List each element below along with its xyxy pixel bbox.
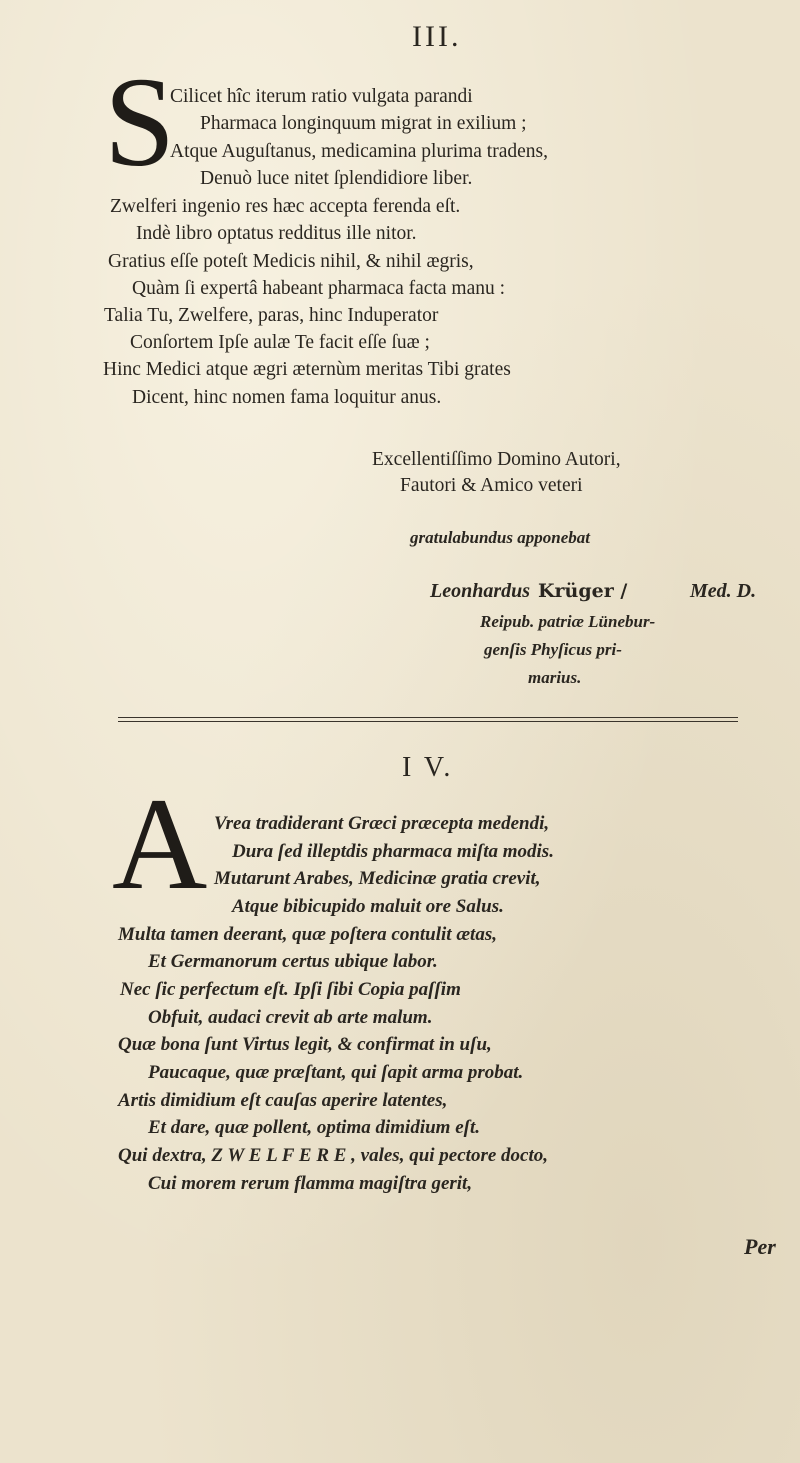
signature-title: Med. D.	[690, 580, 757, 602]
signature-line: marius.	[528, 668, 582, 687]
signature-surname: Krüger /	[538, 580, 628, 602]
drop-cap-a: A	[112, 770, 208, 917]
signature-line: genſis Phyſicus pri-	[484, 640, 622, 659]
poem-line: Atque bibicupido maluit ore Salus.	[232, 896, 504, 917]
poem-line: Conſortem Ipſe aulæ Te facit eſſe ſuæ ;	[130, 332, 430, 353]
poem-line: Quàm ſi expertâ habeant pharmaca facta manu :	[132, 278, 506, 299]
dedication-line: Excellentiſſimo Domino Autori,	[372, 449, 621, 470]
poem-line: Nec ſic perfectum eſt. Ipſi ſibi Copia paſſim	[120, 979, 461, 1000]
poem-line: Quæ bona ſunt Virtus legit, & confirmat in uſu,	[118, 1034, 492, 1055]
poem-line: Vrea tradiderant Græci præcepta medendi,	[214, 813, 550, 834]
poem-line: Et Germanorum certus ubique labor.	[148, 951, 438, 972]
poem-line: Indè libro optatus redditus ille nitor.	[136, 223, 417, 244]
poem-line: Cui morem rerum flamma magiſtra gerit,	[148, 1173, 473, 1194]
signature-line: Reipub. patriæ Lünebur-	[480, 612, 656, 631]
section-divider	[118, 721, 738, 722]
poem-line: Atque Auguſtanus, medicamina plurima tradens,	[170, 141, 548, 162]
section-heading-iii: III.	[412, 20, 462, 53]
drop-cap-s: S	[104, 51, 176, 193]
poem-line: Pharmaca longinquum migrat in exilium ;	[200, 113, 527, 134]
poem-line: Zwelferi ingenio res hæc accepta ferenda eſt.	[110, 196, 461, 217]
poem-line: Obfuit, audaci crevit ab arte malum.	[148, 1007, 433, 1028]
gratulation-line: gratulabundus apponebat	[410, 528, 590, 547]
poem-line: Artis dimidium eſt cauſas aperire latentes,	[118, 1090, 448, 1111]
poem-line: Dicent, hinc nomen fama loquitur anus.	[132, 387, 442, 408]
poem-line: Denuò luce nitet ſplendidiore liber.	[200, 168, 473, 189]
poem-line: Dura ſed illeptdis pharmaca miſta modis.	[232, 841, 554, 862]
poem-line: Multa tamen deerant, quæ poſtera contulit ætas,	[118, 924, 497, 945]
signature-first-name: Leonhardus	[430, 580, 531, 602]
poem-line: Cilicet hîc iterum ratio vulgata parandi	[170, 86, 473, 107]
poem-line: Mutarunt Arabes, Medicinæ gratia crevit,	[214, 868, 541, 889]
section-heading-iv: I V.	[402, 752, 454, 783]
poem-line: Hinc Medici atque ægri æternùm meritas Tibi grates	[103, 359, 511, 380]
poem-line: Qui dextra, Z W E L F E R E , vales, qui pectore docto,	[118, 1145, 548, 1166]
poem-line: Talia Tu, Zwelfere, paras, hinc Induperator	[104, 305, 439, 326]
catchword: Per	[744, 1234, 776, 1259]
poem-line: Paucaque, quæ præſtant, qui ſapit arma probat.	[148, 1062, 524, 1083]
poem-line: Et dare, quæ pollent, optima dimidium eſt.	[148, 1117, 480, 1138]
dedication-line: Fautori & Amico veteri	[400, 475, 583, 496]
section-divider	[118, 717, 738, 718]
poem-line: Gratius eſſe poteſt Medicis nihil, & nihil ægris,	[108, 251, 474, 272]
